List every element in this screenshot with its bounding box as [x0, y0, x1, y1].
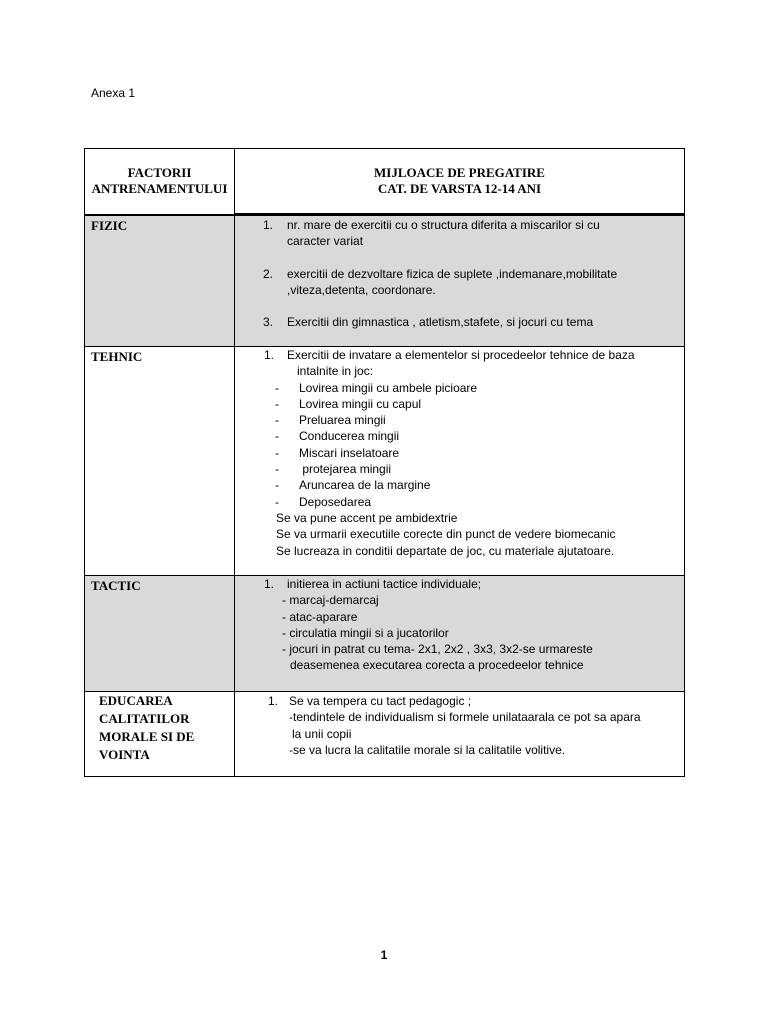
item-text: -tendintele de individualism si formele unilataarala ce pot sa apara: [289, 710, 641, 725]
continuation-line: deasemenea executarea corecta a procedeelor tehnice: [290, 658, 584, 673]
bullet-text: Preluarea mingii: [299, 413, 386, 428]
item-number: 1.: [264, 577, 275, 591]
factor-label: TEHNIC: [91, 349, 143, 364]
row-educare: [85, 692, 685, 777]
factor-label: TACTIC: [91, 578, 141, 593]
dash-mark: -: [275, 396, 279, 411]
factor-label-line: EDUCAREA: [99, 693, 173, 708]
item-text: -se va lucra la calitatile morale si la calitatile volitive.: [289, 742, 566, 757]
item-text: ,viteza,detenta, coordonare.: [287, 282, 436, 297]
item-text: Se va tempera cu tact pedagogic ;: [289, 694, 472, 708]
item-number: 3.: [263, 315, 274, 330]
bullet-item: - jocuri in patrat cu tema- 2x1, 2x2 , 3x3, 3x2-se urmareste: [282, 642, 593, 657]
bullet-item: [235, 461, 678, 477]
bullet-item: [235, 428, 678, 444]
bullet-text: Miscari inselatoare: [299, 445, 400, 460]
bullet-text: Lovirea mingii cu ambele picioare: [299, 380, 478, 395]
header-row: [85, 149, 685, 215]
header-means-line: CAT. DE VARSTA 12-14 ANI: [377, 181, 542, 196]
factor-label-line: MORALE SI DE: [99, 729, 195, 744]
dash-mark: -: [275, 445, 279, 460]
item-text: Exercitii de invatare a elementelor si procedeelor tehnice de baza: [287, 348, 635, 362]
factor-label: [85, 692, 234, 764]
bullet-text: protejarea mingii: [299, 462, 392, 477]
note-line: Se lucreaza in conditii departate de joc, cu materiale ajutatoare.: [276, 543, 615, 558]
item-number: 2.: [263, 266, 274, 281]
dash-mark: -: [275, 413, 279, 428]
header-factors-line: FACTORII: [127, 165, 192, 181]
list-item: [235, 347, 678, 380]
factor-label-line: VOINTA: [99, 747, 150, 762]
item-text: initierea in actiuni tactice individuale;: [287, 577, 482, 591]
dash-mark: -: [275, 494, 279, 509]
note-line: Se va urmarii executiile corecte din punct de vedere biomecanic: [276, 527, 616, 542]
list-item: [235, 576, 678, 592]
item-number: 1.: [264, 348, 275, 362]
dash-mark: -: [275, 478, 279, 493]
item-number: 1.: [263, 218, 274, 232]
bullet-item: [235, 396, 678, 412]
item-text: intalnite in joc:: [297, 364, 374, 379]
item-number: 1.: [268, 694, 279, 708]
bullet-item: - marcaj-demarcaj: [282, 593, 379, 608]
item-text: exercitii de dezvoltare fizica de suplete ,indemanare,mobilitate: [287, 266, 618, 281]
bullet-item: - circulatia mingii si a jucatorilor: [282, 625, 449, 640]
list-item: [235, 266, 678, 299]
list-item: [235, 314, 678, 330]
item-text: caracter variat: [287, 234, 364, 249]
item-text: la unii copii: [292, 726, 352, 741]
bullet-text: Conducerea mingii: [299, 429, 400, 444]
row-tactic: [85, 576, 685, 692]
header-factors-line: ANTRENAMENTULUI: [91, 181, 228, 197]
bullet-item: [235, 445, 678, 461]
item-text: Exercitii din gimnastica , atletism,stafete, si jocuri cu tema: [287, 315, 594, 330]
annex-label: Anexa 1: [91, 86, 136, 100]
bullet-item: [235, 494, 678, 510]
page-number: 1: [380, 948, 388, 962]
bullet-text: Lovirea mingii cu capul: [299, 396, 422, 411]
row-fizic: [85, 215, 685, 347]
dash-mark: -: [275, 462, 279, 477]
training-table: [84, 148, 685, 777]
bullet-text: Aruncarea de la margine: [299, 478, 431, 493]
row-tehnic: [85, 347, 685, 576]
bullet-text: Deposedarea: [299, 494, 372, 509]
list-item: [235, 217, 678, 250]
header-means: [235, 149, 685, 215]
note-line: Se va pune accent pe ambidextrie: [276, 510, 458, 525]
list-item: [235, 693, 678, 709]
header-factors: [85, 149, 235, 215]
factor-label: FIZIC: [91, 217, 128, 233]
factor-label-line: CALITATILOR: [99, 711, 190, 726]
dash-mark: -: [275, 380, 279, 395]
bullet-item: [235, 412, 678, 428]
header-means-line: MIJLOACE DE PREGATIRE: [374, 165, 545, 180]
bullet-item: [235, 477, 678, 493]
item-text: nr. mare de exercitii cu o structura diferita a miscarilor si cu: [287, 218, 600, 232]
dash-mark: -: [275, 429, 279, 444]
bullet-item: - atac-aparare: [282, 609, 358, 624]
bullet-item: [235, 380, 678, 396]
